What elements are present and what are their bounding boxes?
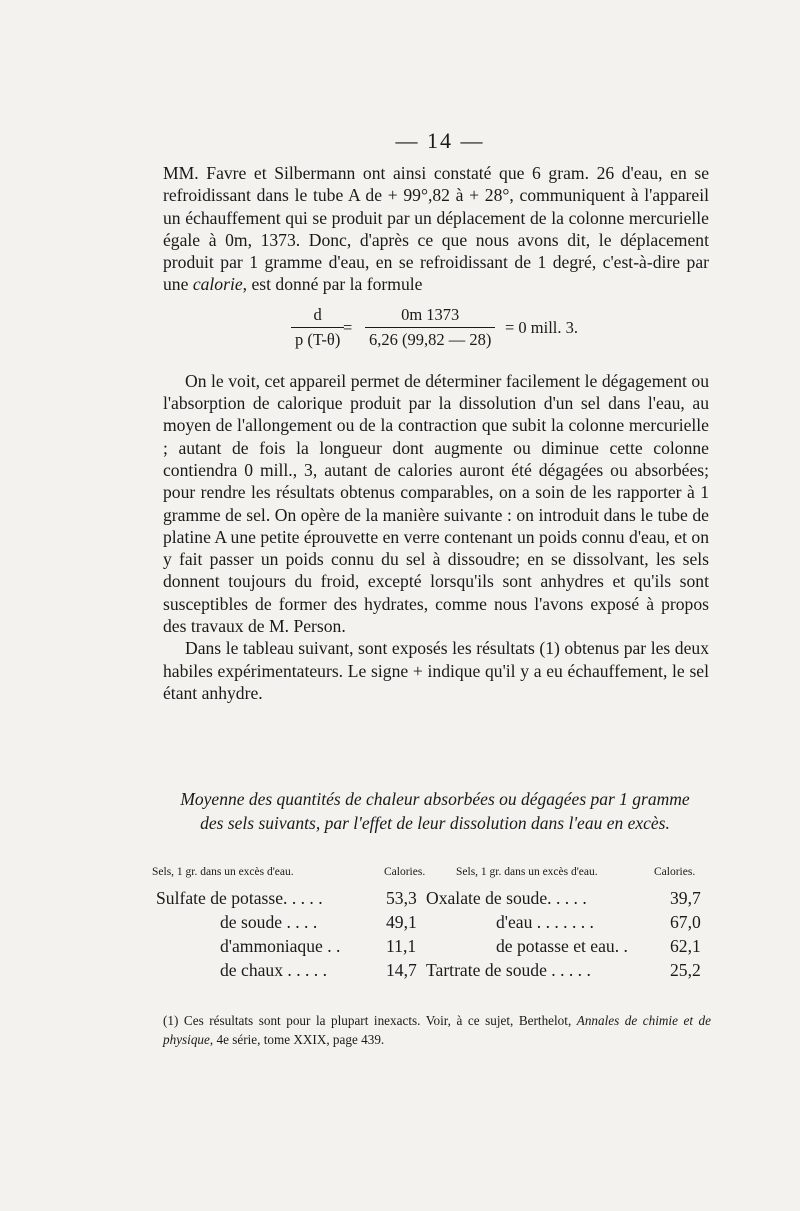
body-text xyxy=(163,162,709,704)
caption-line-2: des sels suivants, par l'effet de leur dissolution dans l'eau en excès. xyxy=(200,813,670,833)
formula-rhs-fraction xyxy=(365,304,495,352)
table-row xyxy=(152,888,712,912)
footnote-text-a: (1) Ces résultats sont pour la plupart inexacts. Voir, à ce sujet, Berthelot, xyxy=(163,1013,577,1028)
header-salts-right: Sels, 1 gr. dans un excès d'eau. xyxy=(456,866,598,878)
paragraph-3: Dans le tableau suivant, sont exposés les résultats (1) obtenus par les deux habiles expérimentateurs. Le signe + indique qu'il y a eu échauffement, le sel étant anhydre. xyxy=(163,638,709,703)
table-row xyxy=(152,936,712,960)
salt-right: Tartrate de soude . . . . . xyxy=(426,960,591,980)
formula-rhs-numerator: 0m 1373 xyxy=(401,304,460,324)
formula-rhs-denominator: 6,26 (99,82 — 28) xyxy=(365,327,495,351)
paragraph-1 xyxy=(163,162,709,296)
table-row xyxy=(152,960,712,984)
table-caption xyxy=(150,787,720,835)
p1-calorie-term: calorie xyxy=(192,274,243,295)
calories-right: 67,0 xyxy=(670,912,701,932)
p1-line-3: l'appareil un échauffement qui se produit par un déplacement de la xyxy=(163,185,709,228)
p1-line-2: se refroidissant dans le tube A de + 99°,82 à + 28°, communiquent à xyxy=(163,163,709,206)
paragraph-2: On le voit, cet appareil permet de déterminer facilement le dégagement ou l'absorption de calorique produit par la dissolution d'un sel dans l'eau, au moyen de l'allongement ou de la contraction que subit la colonne mercurielle ; autant de fois la longueur dont augmente ou diminue cette colonne contiendra 0 mill., 3, autant de calories auront été dégagées ou absorbées; pour rendre les résultats obtenus comparables, on a soin de les rapporter à 1 gramme de sel. On opère de la manière suivante : on introduit dans le tube de platine A une petite éprouvette en verre contenant un poids connu d'eau, et on y fait passer un poids connu du sel à dissoudre; en se dissolvant, les sels donnent toujours du froid, excepté lorsqu'ils sont anhydres et qu'ils sont susceptibles de former des hydrates, comme nous l'avons exposé à propos des travaux de M. Person. xyxy=(163,370,709,637)
formula-equals-1: = xyxy=(343,317,353,337)
p1-line-6a: 1 degré, c'est-à-dire par une xyxy=(163,252,709,295)
formula-lhs-denominator: p (T-θ) xyxy=(291,327,344,351)
p1-line-5: dit, le déplacement produit par 1 gramme d'eau, en se refroidissant de xyxy=(163,229,709,273)
header-salts-left: Sels, 1 gr. dans un excès d'eau. xyxy=(152,866,294,878)
salt-left: de soude . . . . xyxy=(220,912,318,932)
salt-right: Oxalate de soude. . . . . xyxy=(426,888,587,908)
calories-right: 62,1 xyxy=(670,936,701,956)
calories-table xyxy=(152,866,712,984)
footnote-text-b: , 4e série, tome XXIX, page 439. xyxy=(209,1032,385,1047)
header-calories-left: Calories. xyxy=(384,866,426,878)
calories-left: 14,7 xyxy=(386,960,417,980)
formula-result: = 0 mill. 3. xyxy=(505,317,579,337)
p1-line-4: colonne mercurielle égale à 0m, 1373. Donc, d'après ce que nous avons xyxy=(163,207,709,250)
salt-left: de chaux . . . . . xyxy=(220,960,327,980)
table-header-row xyxy=(152,866,712,888)
formula xyxy=(163,304,709,364)
footnote xyxy=(163,1011,711,1049)
calories-left: 49,1 xyxy=(386,912,417,932)
formula-lhs-numerator: d xyxy=(313,304,322,324)
table-row xyxy=(152,912,712,936)
page-number: — 14 — xyxy=(395,128,485,153)
calories-left: 11,1 xyxy=(386,936,417,956)
salt-right: d'eau . . . . . . . xyxy=(496,912,594,932)
calories-right: 39,7 xyxy=(670,888,701,908)
salt-left: d'ammoniaque . . xyxy=(220,936,341,956)
salt-right: de potasse et eau. . xyxy=(496,936,628,956)
calories-right: 25,2 xyxy=(670,960,701,980)
salt-left: Sulfate de potasse. . . . . xyxy=(156,888,323,908)
footnote-journal: Annales de chimie et de physique xyxy=(163,1013,711,1047)
formula-lhs-fraction xyxy=(291,304,344,352)
caption-line-1: Moyenne des quantités de chaleur absorbées ou dégagées par 1 gramme xyxy=(180,789,690,809)
header-calories-right: Calories. xyxy=(654,866,696,878)
p1-line-6b: , est donné par la formule xyxy=(242,274,423,295)
calories-left: 53,3 xyxy=(386,888,417,908)
p1-line-1: MM. Favre et Silbermann ont ainsi constaté que 6 gram. 26 d'eau, en xyxy=(163,163,687,183)
